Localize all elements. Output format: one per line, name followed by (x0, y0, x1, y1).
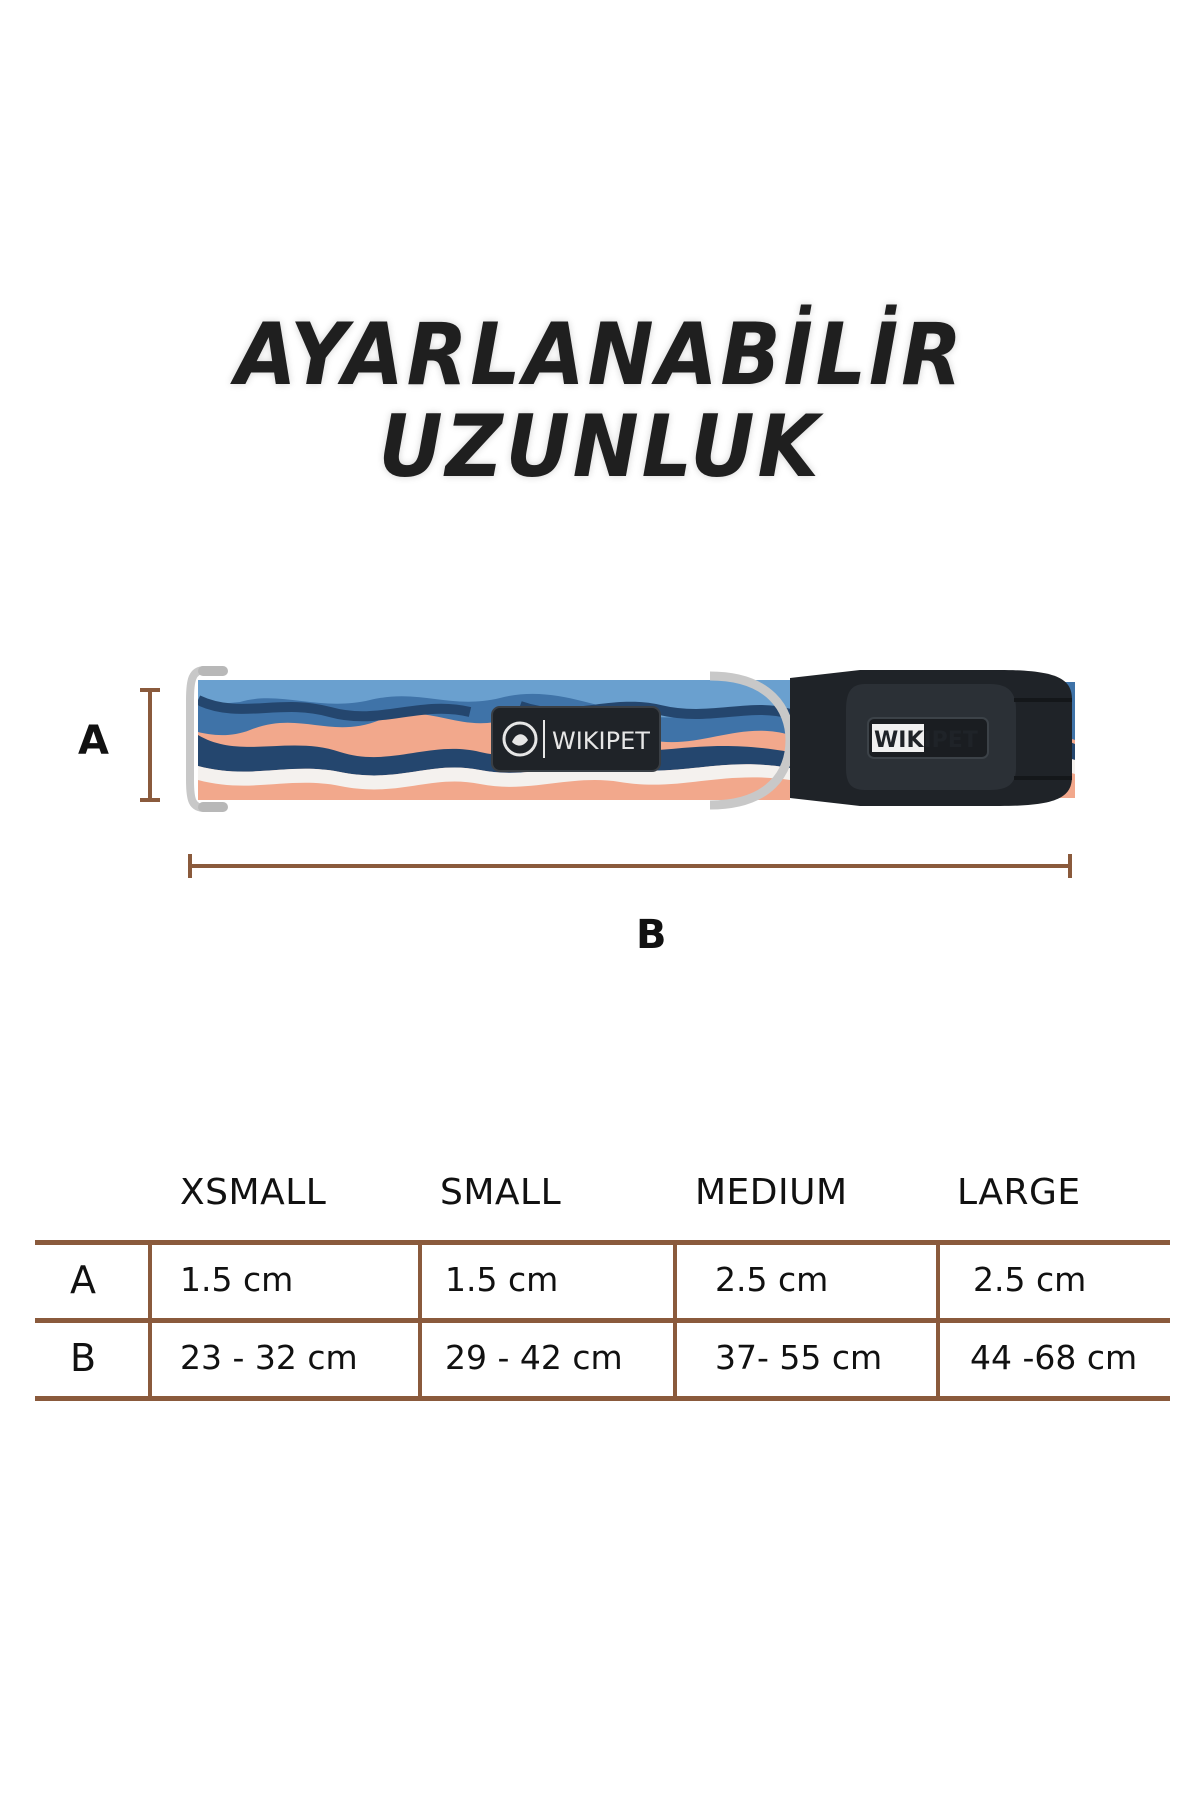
table-cell: 23 - 32 cm (180, 1338, 358, 1377)
table-divider-middle (35, 1318, 1170, 1323)
table-cell: 1.5 cm (445, 1260, 559, 1299)
row-header-a: A (70, 1258, 96, 1302)
length-dimension-label: B (636, 912, 667, 958)
column-header-small: SMALL (440, 1172, 562, 1213)
width-dimension-bar (140, 690, 160, 800)
table-divider-col-3 (673, 1244, 677, 1397)
brand-tag (492, 707, 660, 771)
buckle (790, 670, 1072, 806)
column-header-medium: MEDIUM (695, 1172, 848, 1213)
table-divider-col-1 (148, 1244, 152, 1397)
table-cell: 2.5 cm (973, 1260, 1087, 1299)
table-divider-bottom (35, 1396, 1170, 1401)
table-cell: 37- 55 cm (715, 1338, 883, 1377)
table-cell: 2.5 cm (715, 1260, 829, 1299)
row-header-b: B (70, 1336, 97, 1380)
collar-illustration (0, 640, 1200, 900)
table-divider-col-2 (418, 1244, 422, 1397)
table-cell: 1.5 cm (180, 1260, 294, 1299)
table-cell: 29 - 42 cm (445, 1338, 623, 1377)
table-divider-col-4 (936, 1244, 940, 1397)
table-divider-top (35, 1240, 1170, 1245)
title-line-1: AYARLANABİLİR (235, 305, 965, 405)
table-cell: 44 -68 cm (970, 1338, 1138, 1377)
tag-brand-text: WIKIPET (552, 727, 650, 755)
width-dimension-label: A (78, 718, 109, 764)
title-line-2: UZUNLUK (378, 397, 822, 497)
page-title (48, 305, 1152, 497)
size-table (35, 1160, 1170, 1410)
buckle-brand-text: WIKIPET (874, 728, 978, 753)
length-dimension-bar (190, 854, 1070, 878)
column-header-xsmall: XSMALL (180, 1172, 327, 1213)
column-header-large: LARGE (957, 1172, 1081, 1213)
